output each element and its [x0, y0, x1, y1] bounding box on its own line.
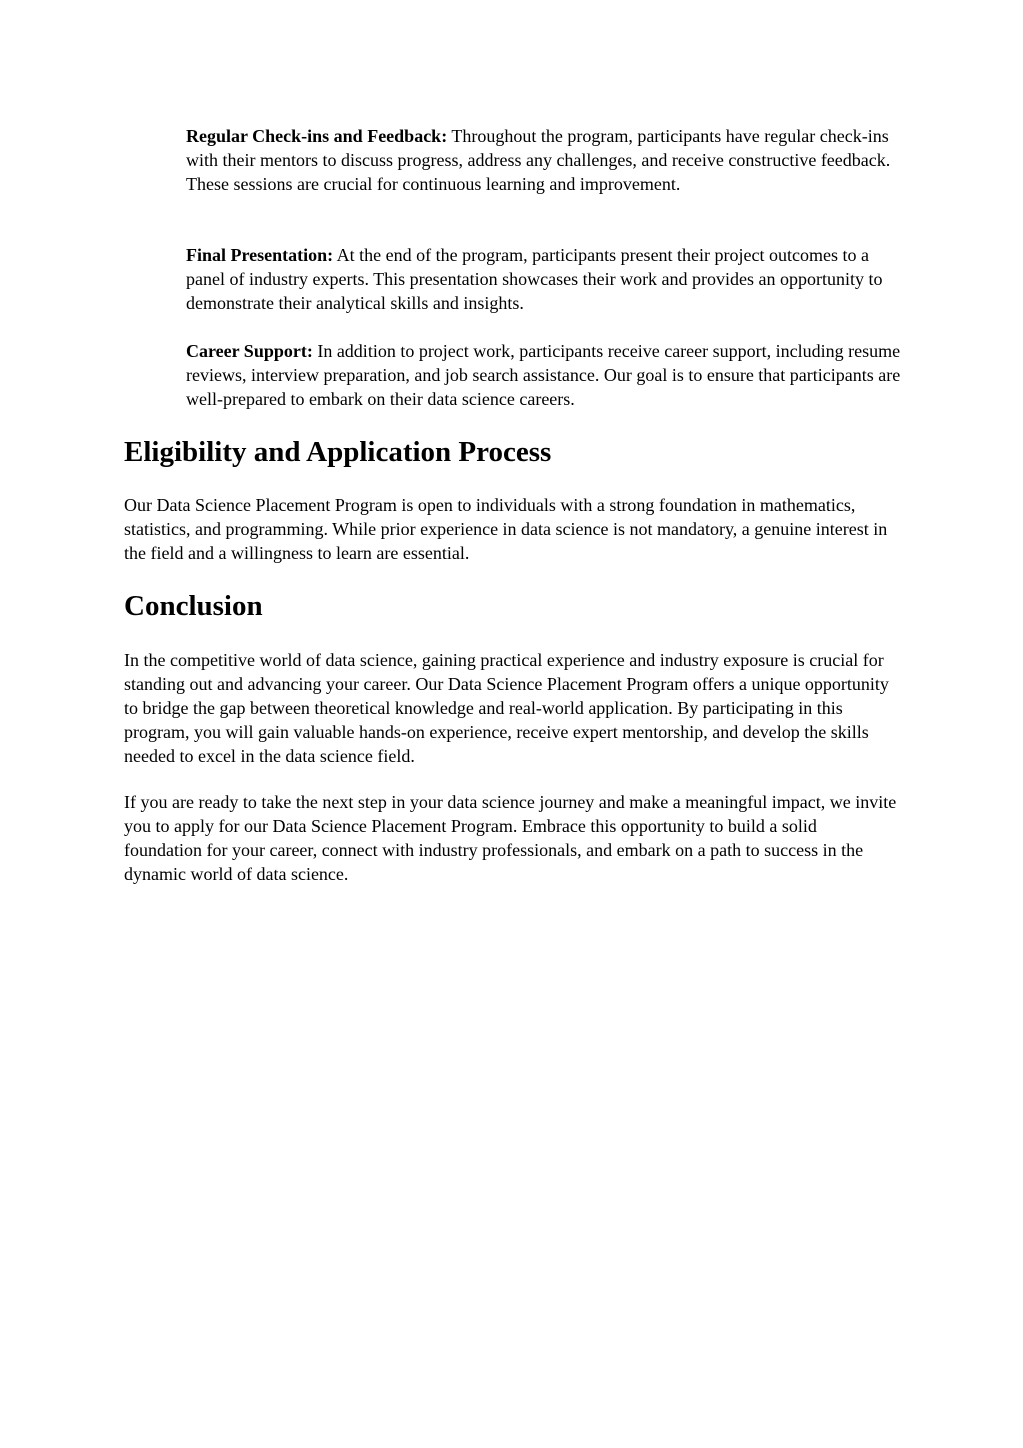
item-label: Regular Check-ins and Feedback: [186, 126, 448, 146]
item-label: Career Support: [186, 341, 313, 361]
conclusion-heading: Conclusion [124, 590, 263, 622]
conclusion-paragraph-2: If you are ready to take the next step in your data science journey and make a meaningful impact, we invite you to apply for our Data Science Placement Program. Embrace this opportunity to build a solid foundation for your career, connect with industry professionals, and embark on a path to success in the dynamic world of data science. [124, 792, 897, 884]
eligibility-heading: Eligibility and Application Process [124, 436, 552, 468]
item-text: At the end of the program, participants present their project outcomes to a panel of industry experts. This presentation showcases their work and provides an opportunity to demonstrate their analytical skills and insights. [186, 245, 883, 313]
item-career-support [186, 339, 906, 411]
item-regular-check-ins [186, 124, 906, 196]
eligibility-paragraph: Our Data Science Placement Program is open to individuals with a strong foundation in mathematics, statistics, and programming. While prior experience in data science is not mandatory, a genuine interest in the field and a willingness to learn are essential. [124, 495, 888, 563]
item-label: Final Presentation: [186, 245, 334, 265]
conclusion-paragraph-1: In the competitive world of data science, gaining practical experience and industry exposure is crucial for standing out and advancing your career. Our Data Science Placement Program offers a unique opportunity to bridge the gap between theoretical knowledge and real-world application. By participating in this program, you will gain valuable hands-on experience, receive expert mentorship, and develop the skills needed to excel in the data science field. [124, 650, 889, 766]
item-text: In addition to project work, participants receive career support, including resume reviews, interview preparation, and job search assistance. Our goal is to ensure that participants are well-prepared to embark on their data science careers. [186, 341, 901, 409]
item-text: Throughout the program, participants have regular check-ins with their mentors to discuss progress, address any challenges, and receive constructive feedback. These sessions are crucial for continuous learning and improvement. [186, 126, 891, 194]
item-final-presentation [186, 243, 906, 315]
